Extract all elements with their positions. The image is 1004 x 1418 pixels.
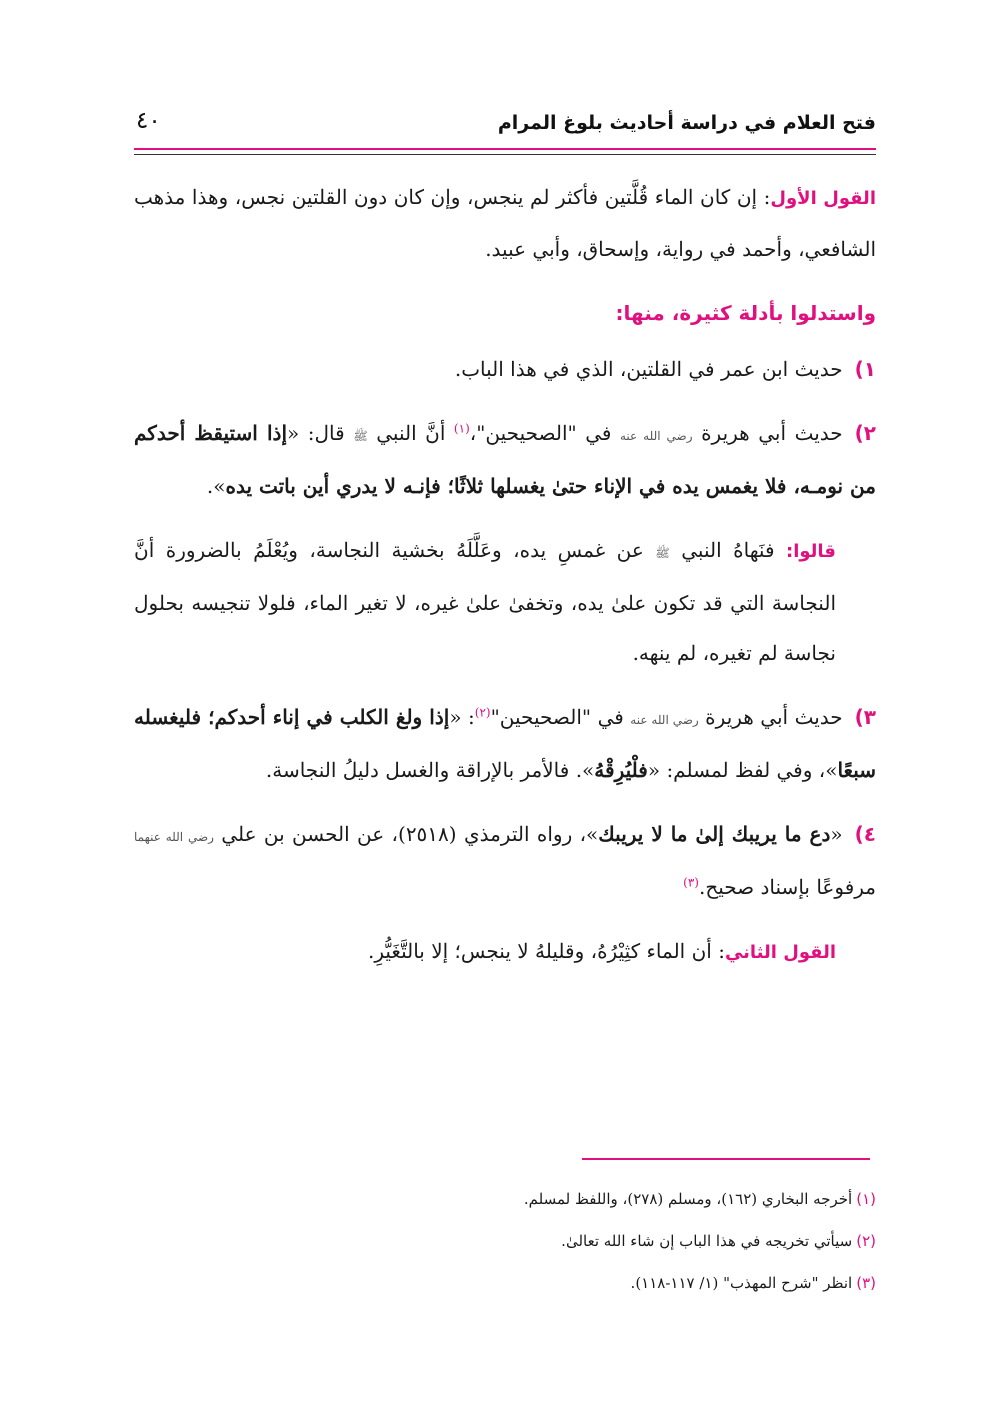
item-text: أنَّ النبي: [367, 421, 454, 445]
footnote-ref: (٣): [683, 875, 699, 890]
footnote-text: انظر "شرح المهذب" (١/ ١١٧-١١٨).: [630, 1274, 853, 1292]
evidence-item-3: [134, 692, 876, 795]
item-text: قال: «: [287, 421, 354, 445]
item-text: في "الصحيحين"،: [469, 421, 620, 445]
hadith-text: فلْيُرِقْهُ: [594, 758, 648, 782]
paragraph-text: عن غمسِ يده، وعَلَّلَهُ بخشية النجاسة، ويُعْلَمُ بالضرورة أنَّ النجاسة التي قد تكون علىٰ يده، وتخفىٰ علىٰ غيره، لا تغير الماء، فلولا تنجيسه بحلول نجاسة لم تغيره، لم ينهه.: [134, 538, 836, 665]
item-text: : «: [449, 705, 475, 729]
main-text: [134, 172, 876, 978]
evidence-item-2: [134, 408, 876, 511]
honorific-glyph: رضي الله عنهما: [134, 830, 214, 844]
page-header: [134, 108, 876, 148]
running-title: فتح العلام في دراسة أحاديث بلوغ المرام: [497, 112, 876, 134]
item-number: ٢): [854, 421, 876, 445]
they-said-label: قالوا:: [786, 541, 836, 562]
evidence-heading: واستدلوا بأدلة كثيرة، منها:: [615, 301, 876, 325]
spacer: [134, 678, 876, 692]
footnote-number: (٢): [856, 1232, 876, 1250]
spacer: [134, 912, 876, 926]
honorific-glyph: ﷺ: [353, 429, 368, 443]
item-text: »، رواه الترمذي (٢٥١٨)، عن الحسن بن علي: [213, 822, 599, 846]
header-rule: [134, 154, 876, 155]
item-number: ٤): [854, 822, 876, 846]
footnote: [134, 1220, 876, 1262]
hadith-text: دع ما يريبك إلىٰ ما لا يريبك: [598, 822, 831, 846]
footnote-ref: (١): [453, 421, 470, 436]
footnote-separator: [582, 1158, 870, 1160]
footnote-ref: (٢): [474, 705, 491, 720]
item-text: »، وفي لفظ لمسلم: «: [647, 758, 838, 782]
footnote-number: (١): [856, 1190, 876, 1208]
spacer: [134, 795, 876, 809]
second-opinion-text: : أن الماء كثِيْرُهُ، وقليلهُ لا ينجس؛ إلا بالتَّغَيُّرِ.: [368, 939, 725, 963]
evidence-item-4: [134, 809, 876, 912]
footnote-number: (٣): [856, 1274, 876, 1292]
item-text: ».: [206, 474, 226, 498]
item-text: «: [830, 822, 843, 846]
item-text: ». فالأمر بالإراقة والغسل دليلُ النجاسة.: [265, 758, 595, 782]
paragraph-second-opinion: [134, 926, 876, 978]
paragraph-they-said: [134, 525, 876, 678]
spacer: [134, 511, 876, 525]
footnotes: [134, 1178, 876, 1304]
footnote: [134, 1262, 876, 1304]
hadith-text: إذا استيقظ أحدكم من نومـه، فلا يغمس يده في الإناء حتىٰ يغسلها ثلاثًا؛ فإنـه لا يدري أين باتت يده: [134, 421, 876, 498]
item-text: حديث أبي هريرة: [698, 705, 843, 729]
item-text: في "الصحيحين": [490, 705, 631, 729]
first-opinion-text: : إن كان الماء قُلَّتين فأكثر لم ينجس، وإن كان دون القلتين نجس، وهذا مذهب الشافعي، وأحمد في رواية، وإسحاق، وأبي عبيد.: [134, 185, 876, 261]
honorific-glyph: ﷺ: [655, 546, 670, 560]
item-text: حديث أبي هريرة: [692, 421, 843, 445]
paragraph-text: فنَهاهُ النبي: [669, 538, 787, 562]
honorific-glyph: رضي الله عنه: [619, 429, 693, 443]
evidence-item-1: [134, 344, 876, 394]
header-rule-accent: [134, 148, 876, 150]
item-number: ٣): [854, 705, 876, 729]
honorific-glyph: رضي الله عنه: [630, 713, 699, 727]
first-opinion-label: القول الأول: [770, 188, 876, 209]
item-text: حديث ابن عمر في القلتين، الذي في هذا الباب.: [454, 357, 843, 381]
paragraph-first-opinion: [134, 172, 876, 274]
item-text: مرفوعًا بإسناد صحيح.: [698, 875, 876, 899]
footnote-text: سيأتي تخريجه في هذا الباب إن شاء الله تعالىٰ.: [561, 1232, 853, 1250]
spacer: [134, 394, 876, 408]
footnote-text: أخرجه البخاري (١٦٢)، ومسلم (٢٧٨)، واللفظ لمسلم.: [523, 1190, 853, 1208]
footnote: [134, 1178, 876, 1220]
page-number: ٤٠: [136, 108, 161, 134]
item-number: ١): [854, 357, 876, 381]
hadith-text: إذا ولغ الكلب في إناء أحدكم؛ فليغسله سبعًا: [134, 705, 876, 782]
second-opinion-label: القول الثاني: [724, 942, 836, 963]
